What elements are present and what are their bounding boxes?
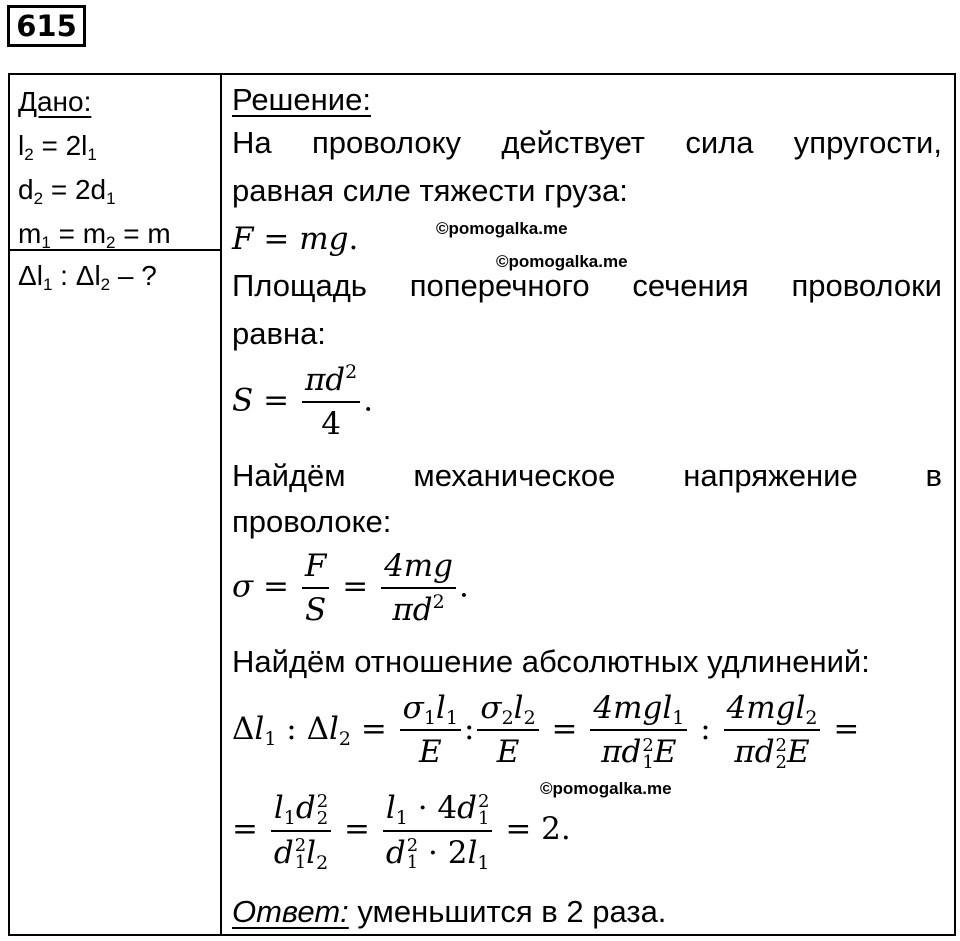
watermark: ©pomogalka.me	[496, 252, 628, 271]
watermark: ©pomogalka.me	[436, 219, 568, 238]
given-line-2: $d_2 = 2d_1$	[18, 174, 116, 208]
para3-line1: Найдём механическое напряжение в	[232, 458, 942, 493]
para2-line1: Площадь поперечного сечения проволоки	[232, 268, 942, 303]
solution-heading: Решение:	[232, 82, 371, 117]
equation-area: S = $\frac{\pi d^2}{4}$ .	[232, 361, 374, 442]
para2-line2: равна:	[232, 316, 326, 351]
given-line-3: $m_1 = m_2 = m$	[18, 218, 171, 252]
equation-ratio-1: $\Delta l_1$ : $\Delta l_2$ = $\frac{\sigma_1l_1}{E}$ : $\frac{\sigma_2l_2}{E}$ = 4mgl$_1$ πd 2 1 E : 4mgl$_2$ πd 2 2 E =	[232, 690, 860, 773]
equation-stress: σ = $\frac{F}{S}$ = $\frac{4mg}{\pi d^2}$ .	[232, 548, 469, 628]
problem-number: 615	[7, 5, 86, 47]
para1-line2: равная силе тяжести груза:	[232, 173, 628, 208]
given-heading: Дано:	[18, 86, 92, 117]
para3-line2: проволоке:	[232, 504, 392, 539]
answer-label: Ответ:	[232, 894, 349, 929]
given-line-1: $l_2 = 2l_1$	[18, 130, 97, 164]
para1-line1: На проволоку действует сила упругости,	[232, 125, 942, 160]
given-block	[18, 80, 218, 256]
answer-line	[232, 890, 666, 934]
para4: Найдём отношение абсолютных удлинений:	[232, 644, 870, 679]
find-line: $\Delta l_1$ : $\Delta l_2$ – ?	[18, 260, 157, 294]
answer-text: уменьшится в 2 раза.	[348, 894, 667, 929]
column-divider	[220, 73, 222, 936]
equation-force: F = mg.	[232, 221, 359, 257]
equation-ratio-2: = $l_1d$ 2 2 d 2 1 $l_2$ = $l_1 \cdot 4d$ 2 1 d 2 1 · $2l_1$ = 2.	[232, 790, 571, 874]
watermark: ©pomogalka.me	[540, 779, 672, 798]
